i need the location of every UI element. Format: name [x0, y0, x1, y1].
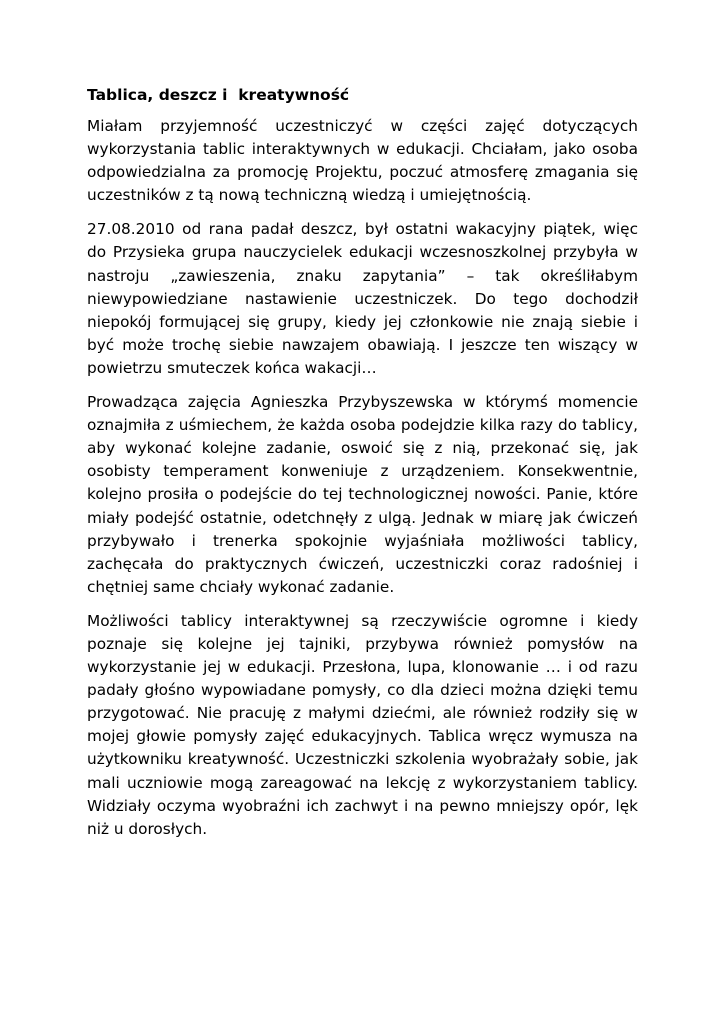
paragraph-4: Możliwości tablicy interaktywnej są rzeczywiście ogromne i kiedy poznaje się kolejne jej tajniki, przybywa również pomysłów na wykorzystanie jej w edukacji. Przesłona, lupa, klonowanie … i od razu padały głośno wypowiadane pomysły, co dla dzieci można dzięki temu przygotować. Nie pracuję z małymi dziećmi, ale również rodziły się w mojej głowie pomysły zajęć edukacyjnych. Tablica wręcz wymusza na użytkowniku kreatywność. Uczestniczki szkolenia wyobrażały sobie, jak mali uczniowie mogą zareagować na lekcję z wykorzystaniem tablicy. Widziały oczyma wyobraźni ich zachwyt i na pewno mniejszy opór, lęk niż u dorosłych.	[87, 611, 638, 838]
paragraph-1: Miałam przyjemność uczestniczyć w części zajęć dotyczących wykorzystania tablic interaktywnych w edukacji. Chciałam, jako osoba odpowiedzialna za promocję Projektu, poczuć atmosferę zmagania się uczestników z tą nową techniczną wiedzą i umiejętnością.	[87, 117, 638, 205]
document-title: Tablica, deszcz i kreatywność	[87, 86, 350, 104]
paragraph-2: 27.08.2010 od rana padał deszcz, był ostatni wakacyjny piątek, więc do Przysieka grupa nauczycielek edukacji wczesnoszkolnej przybyła w nastroju „zawieszenia, znaku zapytania” – tak określiłabym niewypowiedziane nastawienie uczestniczek. Do tego dochodził niepokój formującej się grupy, kiedy jej członkowie nie znają siebie i być może trochę siebie nawzajem obawiają. I jeszcze ten wiszący w powietrzu smuteczek końca wakacji…	[87, 220, 638, 377]
paragraph-3: Prowadząca zajęcia Agnieszka Przybyszewska w którymś momencie oznajmiła z uśmiechem, że każda osoba podejdzie kilka razy do tablicy, aby wykonać kolejne zadanie, oswoić się z nią, przekonać się, jak osobisty temperament konweniuje z urządzeniem. Konsekwentnie, kolejno prosiła o podejście do tej technologicznej nowości. Panie, które miały podejść ostatnie, odetchnęły z ulgą. Jednak w miarę jak ćwiczeń przybywało i trenerka spokojnie wyjaśniała możliwości tablicy, zachęcała do praktycznych ćwiczeń, uczestniczki coraz radośniej i chętniej same chciały wykonać zadanie.	[87, 393, 638, 596]
document-page	[87, 84, 638, 852]
